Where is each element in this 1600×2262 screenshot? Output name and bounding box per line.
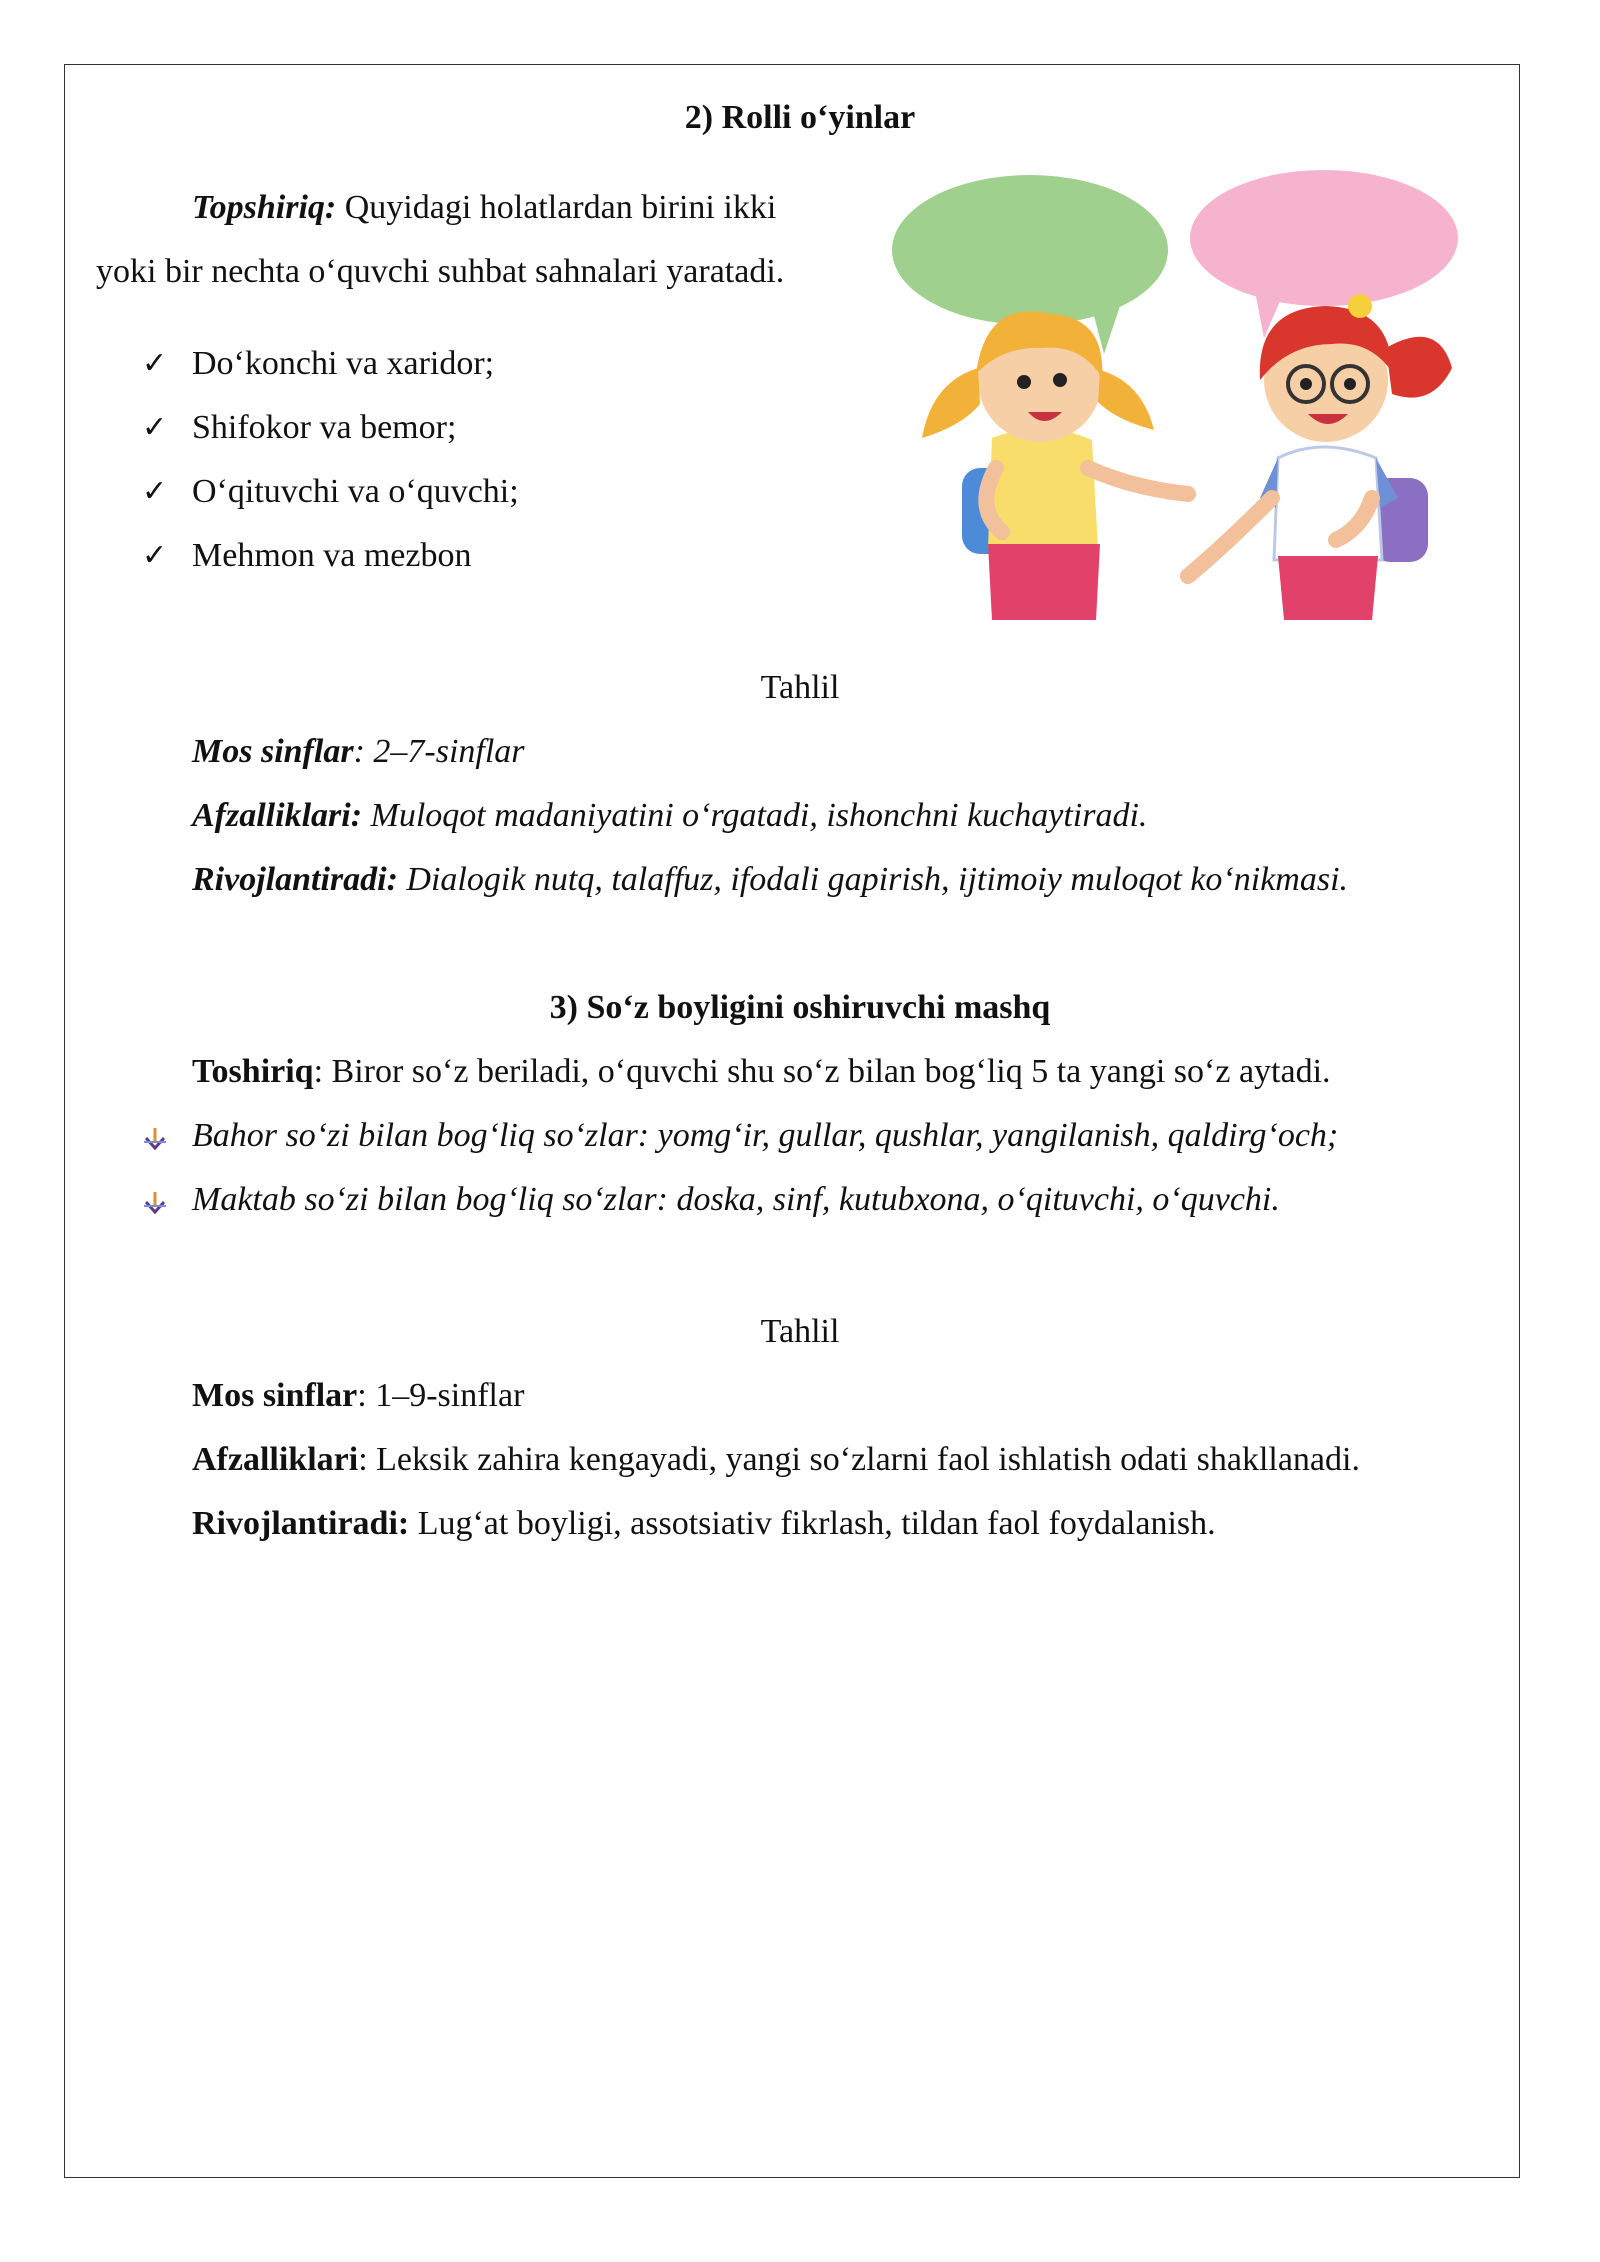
girl-right [1188, 294, 1452, 620]
advantages-label: Afzalliklari: [192, 797, 363, 834]
advantages-label: Afzalliklari [192, 1441, 359, 1478]
classes-label: Mos sinflar [192, 733, 354, 770]
task-row [192, 1052, 1331, 1092]
arrow-bullet-icon [142, 1126, 168, 1152]
classes-value: : 1–9-sinflar [357, 1377, 525, 1414]
example-item: Maktab so‘zi bilan bog‘liq so‘zlar: doska, sinf, kutubxona, o‘qituvchi, o‘quvchi. [192, 1181, 1280, 1218]
develops-row [192, 1504, 1216, 1544]
classes-value: : 2–7-sinflar [353, 733, 525, 770]
classes-label: Mos sinflar [192, 1377, 358, 1414]
children-talking-illustration [892, 168, 1482, 620]
task-line-1 [192, 188, 776, 228]
classes-row [192, 1376, 524, 1416]
task-text-1: Quyidagi holatlardan birini ikki [336, 189, 777, 226]
task-label: Toshiriq [192, 1053, 314, 1090]
task-text-2: yoki bir nechta o‘quvchi suhbat sahnalari yaratadi. [96, 253, 785, 290]
develops-label: Rivojlantiradi: [192, 1505, 410, 1542]
list-item: Shifokor va bemor; [192, 409, 457, 446]
section-heading-vocabulary: 3) So‘z boyligini oshiruvchi mashq [549, 989, 1051, 1026]
task-text: : Biror so‘z beriladi, o‘quvchi shu so‘z bilan bog‘liq 5 ta yangi so‘z aytadi. [313, 1053, 1331, 1090]
arrow-bullet-icon [142, 1190, 168, 1216]
check-icon: ✓ [142, 474, 168, 509]
check-icon: ✓ [142, 410, 168, 445]
classes-row [192, 732, 525, 772]
develops-value: Dialogik nutq, talaffuz, ifodali gapirish, ijtimoiy muloqot ko‘nikmasi. [397, 861, 1349, 898]
section-heading-role-play: 2) Rolli o‘yinlar [684, 99, 916, 136]
advantages-value: : Leksik zahira kengayadi, yangi so‘zlarni faol ishlatish odati shakllanadi. [358, 1441, 1360, 1478]
check-icon: ✓ [142, 538, 168, 573]
analysis-title-vocabulary: Tahlil [760, 1313, 840, 1350]
list-item: Do‘konchi va xaridor; [192, 345, 495, 382]
develops-row [192, 860, 1348, 900]
advantages-value: Muloqot madaniyatini o‘rgatadi, ishonchni kuchaytiradi. [362, 797, 1148, 834]
develops-label: Rivojlantiradi: [192, 861, 398, 898]
analysis-title-role-play: Tahlil [760, 669, 840, 706]
example-item: Bahor so‘zi bilan bog‘liq so‘zlar: yomg‘ir, gullar, qushlar, yangilanish, qaldirg‘och; [192, 1117, 1339, 1154]
girl-left [922, 311, 1188, 620]
list-item: Mehmon va mezbon [192, 537, 472, 574]
check-icon: ✓ [142, 346, 168, 381]
task-label: Topshiriq: [192, 189, 337, 226]
list-item: O‘qituvchi va o‘quvchi; [192, 473, 519, 510]
advantages-row [192, 796, 1147, 836]
advantages-row [192, 1440, 1360, 1480]
develops-value: Lug‘at boyligi, assotsiativ fikrlash, tildan faol foydalanish. [409, 1505, 1216, 1542]
